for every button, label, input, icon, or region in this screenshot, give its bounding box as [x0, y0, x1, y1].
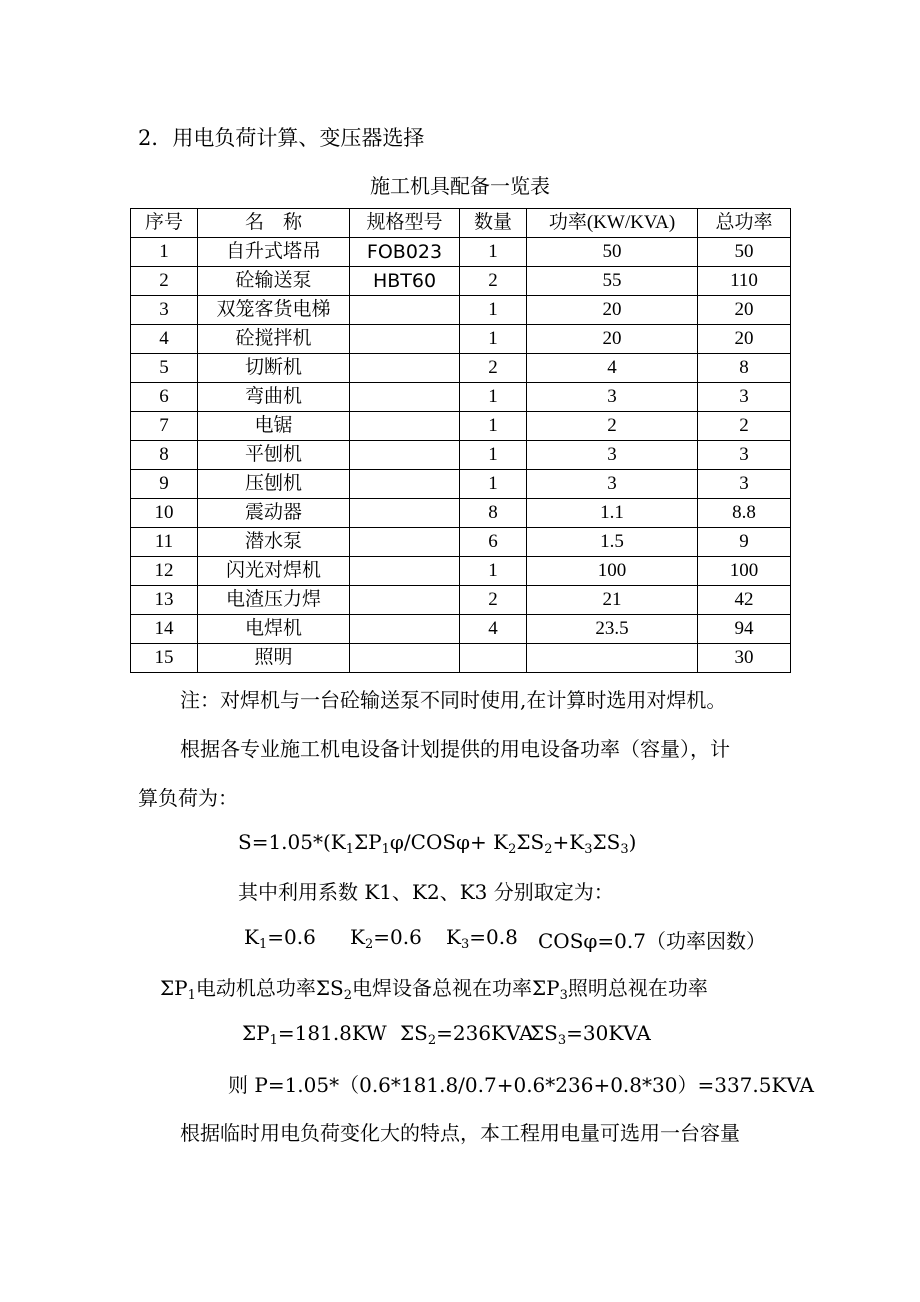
table-cell: 7: [131, 412, 198, 441]
header-cell: 数量: [460, 209, 527, 238]
table-cell: 1: [460, 383, 527, 412]
table-cell: 110: [698, 267, 791, 296]
table-cell: 3: [527, 441, 698, 470]
table-cell: [350, 354, 460, 383]
formula-part: ): [628, 830, 637, 854]
sym-part: 电动机总功率ΣS: [195, 976, 344, 1000]
total-part: ΣP: [242, 1021, 270, 1045]
formula-part: ΣP: [354, 830, 382, 854]
table-cell: 6: [460, 528, 527, 557]
table-row: [131, 383, 791, 412]
table-cell: 14: [131, 615, 198, 644]
table-cell: 平刨机: [198, 441, 350, 470]
table-row: [131, 267, 791, 296]
table-cell: [350, 528, 460, 557]
table-row: [131, 586, 791, 615]
table-cell: 1.1: [527, 499, 698, 528]
table-row: [131, 528, 791, 557]
coef-part: =0.6: [373, 925, 422, 949]
table-cell: 2: [527, 412, 698, 441]
table-cell: 9: [698, 528, 791, 557]
table-cell: 9: [131, 470, 198, 499]
section-heading: 2．用电负荷计算、变压器选择: [138, 126, 425, 150]
header-cell: 总功率: [698, 209, 791, 238]
table-cell: 23.5: [527, 615, 698, 644]
table-cell: 20: [698, 325, 791, 354]
table-cell: 3: [527, 470, 698, 499]
table-cell: 2: [131, 267, 198, 296]
table-cell: 20: [527, 325, 698, 354]
table-cell: 压刨机: [198, 470, 350, 499]
coef-part: =0.8: [469, 925, 518, 949]
table-cell: 照明: [198, 644, 350, 673]
total-part: =181.8KW: [277, 1021, 387, 1045]
formula-part: +K: [552, 830, 585, 854]
table-cell: 1: [131, 238, 198, 267]
power-factor: COSφ=0.7（功率因数）: [538, 929, 766, 953]
table-row: [131, 557, 791, 586]
table-cell: 1: [460, 325, 527, 354]
table-cell: 弯曲机: [198, 383, 350, 412]
table-cell: 震动器: [198, 499, 350, 528]
table-cell: 1: [460, 296, 527, 325]
table-body: [131, 238, 791, 673]
table-cell: 1: [460, 238, 527, 267]
formula-part: ΣS: [592, 830, 621, 854]
table-cell: 100: [527, 557, 698, 586]
table-row: [131, 325, 791, 354]
coef-sub: 1: [258, 937, 268, 952]
table-cell: 电焊机: [198, 615, 350, 644]
table-cell: [527, 644, 698, 673]
table-cell: 3: [698, 383, 791, 412]
table-row: [131, 238, 791, 267]
table-cell: 12: [131, 557, 198, 586]
table-cell: 1.5: [527, 528, 698, 557]
table-cell: 8: [460, 499, 527, 528]
coef-part: K: [350, 925, 365, 949]
table-cell: 电锯: [198, 412, 350, 441]
total-part: =30KVA: [566, 1021, 651, 1045]
table-cell: 2: [460, 354, 527, 383]
table-cell: 50: [527, 238, 698, 267]
table-cell: [350, 412, 460, 441]
table-cell: 1: [460, 441, 527, 470]
table-cell: 30: [698, 644, 791, 673]
table-row: [131, 615, 791, 644]
formula-sub: 3: [620, 842, 629, 857]
table-cell: 3: [698, 470, 791, 499]
coefficient-k2: [350, 925, 422, 952]
table-cell: 8: [698, 354, 791, 383]
table-row: [131, 441, 791, 470]
sym-sub: 3: [559, 988, 568, 1003]
coefficient-k3: [446, 925, 518, 952]
table-cell: 3: [527, 383, 698, 412]
table-row: [131, 499, 791, 528]
table-cell: 4: [131, 325, 198, 354]
formula-part: ΣS: [516, 830, 545, 854]
table-cell: 1: [460, 470, 527, 499]
table-cell: 100: [698, 557, 791, 586]
table-cell: 2: [460, 267, 527, 296]
table-row: [131, 470, 791, 499]
table-cell: 21: [527, 586, 698, 615]
table-cell: 50: [698, 238, 791, 267]
table-cell: [350, 499, 460, 528]
table-cell: 4: [527, 354, 698, 383]
coef-sub: 2: [364, 937, 374, 952]
table-caption: 施工机具配备一览表: [370, 174, 550, 198]
table-cell: [350, 325, 460, 354]
table-cell: [350, 586, 460, 615]
coefficient-k1: [244, 925, 316, 952]
sym-sub: 2: [343, 988, 353, 1003]
total-part: =236KVA: [436, 1021, 534, 1045]
load-formula: [238, 830, 637, 857]
header-cell: 名 称: [198, 209, 350, 238]
formula-part: φ/COSφ+ K: [389, 830, 509, 854]
table-cell: 双笼客货电梯: [198, 296, 350, 325]
table-note: 注：对焊机与一台砼输送泵不同时使用,在计算时选用对焊机。: [180, 688, 727, 712]
paragraph-line: 根据各专业施工机电设备计划提供的用电设备功率（容量），计: [180, 737, 730, 761]
table-cell: HBT60: [350, 267, 460, 296]
formula-sub: 1: [345, 842, 355, 857]
total-s3: [530, 1021, 651, 1048]
table-cell: [350, 383, 460, 412]
table-cell: 13: [131, 586, 198, 615]
total-part: ΣS: [400, 1021, 428, 1045]
total-sub: 1: [269, 1033, 278, 1048]
table-cell: [350, 441, 460, 470]
table-cell: 5: [131, 354, 198, 383]
table-cell: [350, 557, 460, 586]
table-cell: 8: [131, 441, 198, 470]
table-cell: 电渣压力焊: [198, 586, 350, 615]
table-cell: 42: [698, 586, 791, 615]
table-row: [131, 412, 791, 441]
table-cell: 10: [131, 499, 198, 528]
coef-part: K: [244, 925, 259, 949]
table-cell: FOB023: [350, 238, 460, 267]
formula-sub: 2: [508, 842, 517, 857]
table-cell: [350, 296, 460, 325]
formula-sub: 2: [544, 842, 553, 857]
table-cell: 55: [527, 267, 698, 296]
formula-sub: 1: [381, 842, 390, 857]
table-cell: 94: [698, 615, 791, 644]
total-s2: [400, 1021, 534, 1048]
sym-sub: 1: [187, 988, 196, 1003]
coef-part: =0.6: [267, 925, 316, 949]
table-header-row: [131, 209, 791, 238]
table-cell: 2: [698, 412, 791, 441]
table-cell: 1: [460, 412, 527, 441]
sym-part: ΣP: [160, 976, 188, 1000]
header-cell: 功率(KW/KVA): [527, 209, 698, 238]
table-cell: 潜水泵: [198, 528, 350, 557]
table-cell: 闪光对焊机: [198, 557, 350, 586]
table-cell: 4: [460, 615, 527, 644]
formula-part: S=1.05*(K: [238, 830, 346, 854]
coef-sub: 3: [460, 937, 470, 952]
table-cell: 15: [131, 644, 198, 673]
total-part: ΣS: [530, 1021, 558, 1045]
table-cell: 切断机: [198, 354, 350, 383]
table-cell: 自升式塔吊: [198, 238, 350, 267]
total-sub: 3: [557, 1033, 567, 1048]
sym-part: 电焊设备总视在功率ΣP: [352, 976, 560, 1000]
formula-sub: 3: [584, 842, 593, 857]
paragraph-line: 算负荷为：: [138, 786, 238, 810]
table-cell: [350, 470, 460, 499]
header-cell: 序号: [131, 209, 198, 238]
table-cell: 20: [527, 296, 698, 325]
coefficient-intro: 其中利用系数 K1、K2、K3 分别取定为：: [238, 880, 614, 904]
table-cell: 1: [460, 557, 527, 586]
paragraph-line: 根据临时用电负荷变化大的特点，本工程用电量可选用一台容量: [180, 1121, 740, 1145]
table-cell: 砼搅拌机: [198, 325, 350, 354]
result-equation: 则 P=1.05*（0.6*181.8/0.7+0.6*236+0.8*30）=337.5KVA: [228, 1073, 814, 1097]
coef-part: K: [446, 925, 461, 949]
table-cell: 3: [131, 296, 198, 325]
table-row: [131, 644, 791, 673]
table-cell: [460, 644, 527, 673]
table-cell: 11: [131, 528, 198, 557]
table-cell: 3: [698, 441, 791, 470]
symbol-definitions: [160, 972, 708, 1001]
table-cell: 6: [131, 383, 198, 412]
sym-part: 照明总视在功率: [567, 976, 708, 1000]
table-cell: 砼输送泵: [198, 267, 350, 296]
table-cell: 2: [460, 586, 527, 615]
table-cell: [350, 615, 460, 644]
table-cell: 8.8: [698, 499, 791, 528]
table-cell: 20: [698, 296, 791, 325]
table-row: [131, 354, 791, 383]
table-row: [131, 296, 791, 325]
header-cell: 规格型号: [350, 209, 460, 238]
table-cell: [350, 644, 460, 673]
total-sub: 2: [427, 1033, 437, 1048]
equipment-table: [130, 208, 791, 673]
total-p1: [242, 1021, 387, 1048]
